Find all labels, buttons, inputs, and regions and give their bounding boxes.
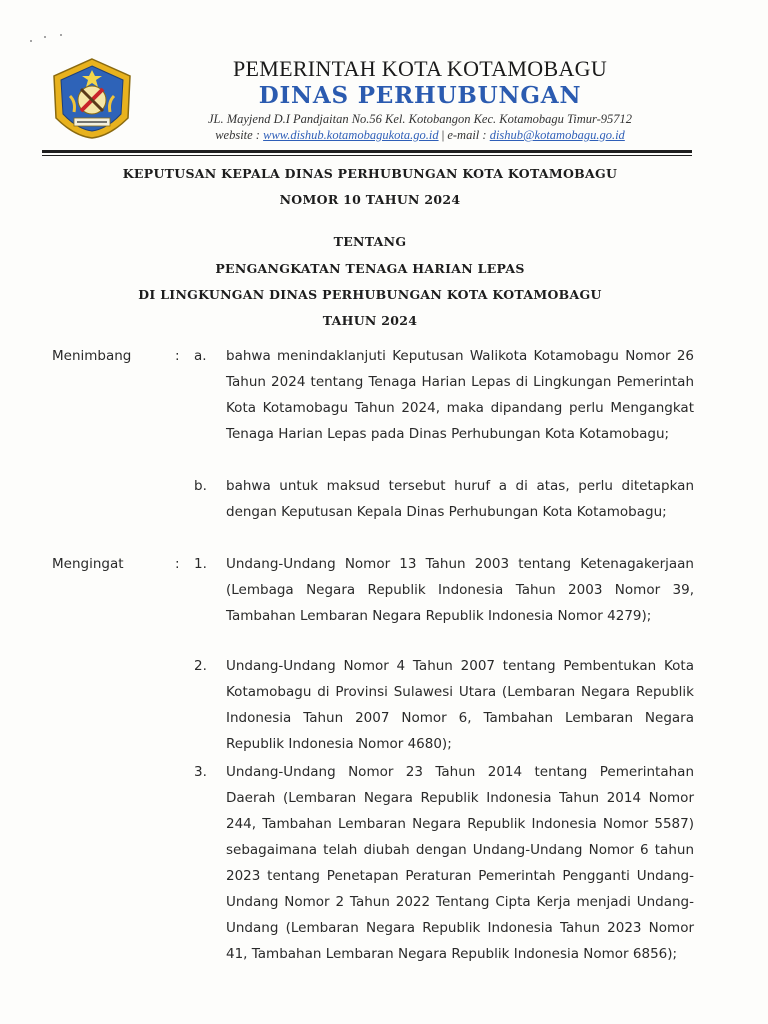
menimbang-item-a: bahwa menindaklanjuti Keputusan Walikota Kotamobagu Nomor 26 Tahun 2024 tentang Tenaga Harian Lepas di Lingkungan Pemerintah Kota Kotamobagu Tahun 2024, maka dipandang perlu Mengangkat Tenaga Harian Lepas pada Dinas Perhubungan Kota Kotamobagu;: [226, 348, 694, 442]
email-label: e-mail :: [447, 128, 487, 142]
mengingat-marker-1: 1.: [194, 556, 207, 572]
menimbang-marker-a: a.: [194, 348, 207, 364]
kotamobagu-emblem-icon: [50, 56, 134, 140]
website-link[interactable]: www.dishub.kotamobagukota.go.id: [263, 128, 439, 142]
mengingat-item-3: Undang-Undang Nomor 23 Tahun 2014 tentang Pemerintahan Daerah (Lembaran Negara Republik Indonesia Tahun 2014 Nomor 244, Tambahan Lembaran Negara Republik Indonesia Nomor 5587) sebagaimana telah diubah dengan Undang-Undang Nomor 6 tahun 2023 tentang Penetapan Peraturan Pemerintah Pengganti Undang-Undang Nomor 2 Tahun 2022 Tentang Cipta Kerja menjadi Undang-Undang (Lembaran Negara Republik Indonesia Tahun 2023 Nomor 41, Tambahan Lembaran Negara Republik Indonesia Nomor 6856);: [226, 764, 694, 962]
government-name: PEMERINTAH KOTA KOTAMOBAGU: [232, 56, 608, 81]
menimbang-item-b: bahwa untuk maksud tersebut huruf a di atas, perlu ditetapkan dengan Keputusan Kepala Dinas Perhubungan Kota Kotamobagu;: [226, 478, 694, 520]
menimbang-colon: :: [175, 348, 180, 364]
decree-tentang: TENTANG: [333, 234, 407, 249]
letterhead-rule-thick: [42, 150, 692, 153]
scan-speck: [60, 34, 62, 36]
letterhead-rule-thin: [42, 155, 692, 156]
mengingat-marker-3: 3.: [194, 764, 207, 780]
decree-subject-line-3: TAHUN 2024: [322, 313, 418, 328]
contact-line: [140, 128, 700, 143]
agency-address: JL. Mayjend D.I Pandjaitan No.56 Kel. Kotobangon Kec. Kotamobagu Timur-95712: [207, 112, 633, 126]
menimbang-label: Menimbang: [52, 348, 132, 364]
scan-speck: [44, 36, 46, 38]
mengingat-marker-2: 2.: [194, 658, 207, 674]
agency-name: DINAS PERHUBUNGAN: [258, 82, 582, 109]
decree-subject-line-2: DI LINGKUNGAN DINAS PERHUBUNGAN KOTA KOTAMOBAGU: [138, 287, 602, 302]
decree-heading: KEPUTUSAN KEPALA DINAS PERHUBUNGAN KOTA KOTAMOBAGU: [122, 166, 618, 181]
mengingat-item-1: Undang-Undang Nomor 13 Tahun 2003 tentang Ketenagakerjaan (Lembaga Negara Republik Indonesia Tahun 2003 Nomor 39, Tambahan Lembaran Negara Republik Indonesia Nomor 4279);: [226, 556, 694, 624]
decree-subject-line-1: PENGANGKATAN TENAGA HARIAN LEPAS: [215, 261, 525, 276]
mengingat-item-2: Undang-Undang Nomor 4 Tahun 2007 tentang Pembentukan Kota Kotamobagu di Provinsi Sulawesi Utara (Lembaran Negara Republik Indonesia Tahun 2007 Nomor 6, Tambahan Lembaran Negara Republik Indonesia Nomor 4680);: [226, 658, 694, 752]
mengingat-label: Mengingat: [52, 556, 124, 572]
website-label: website :: [215, 128, 260, 142]
contact-separator: |: [441, 128, 445, 142]
decree-number: NOMOR 10 TAHUN 2024: [279, 192, 461, 207]
scan-speck: [30, 40, 32, 42]
email-link[interactable]: dishub@kotamobagu.go.id: [489, 128, 625, 142]
mengingat-colon: :: [175, 556, 180, 572]
menimbang-marker-b: b.: [194, 478, 207, 494]
